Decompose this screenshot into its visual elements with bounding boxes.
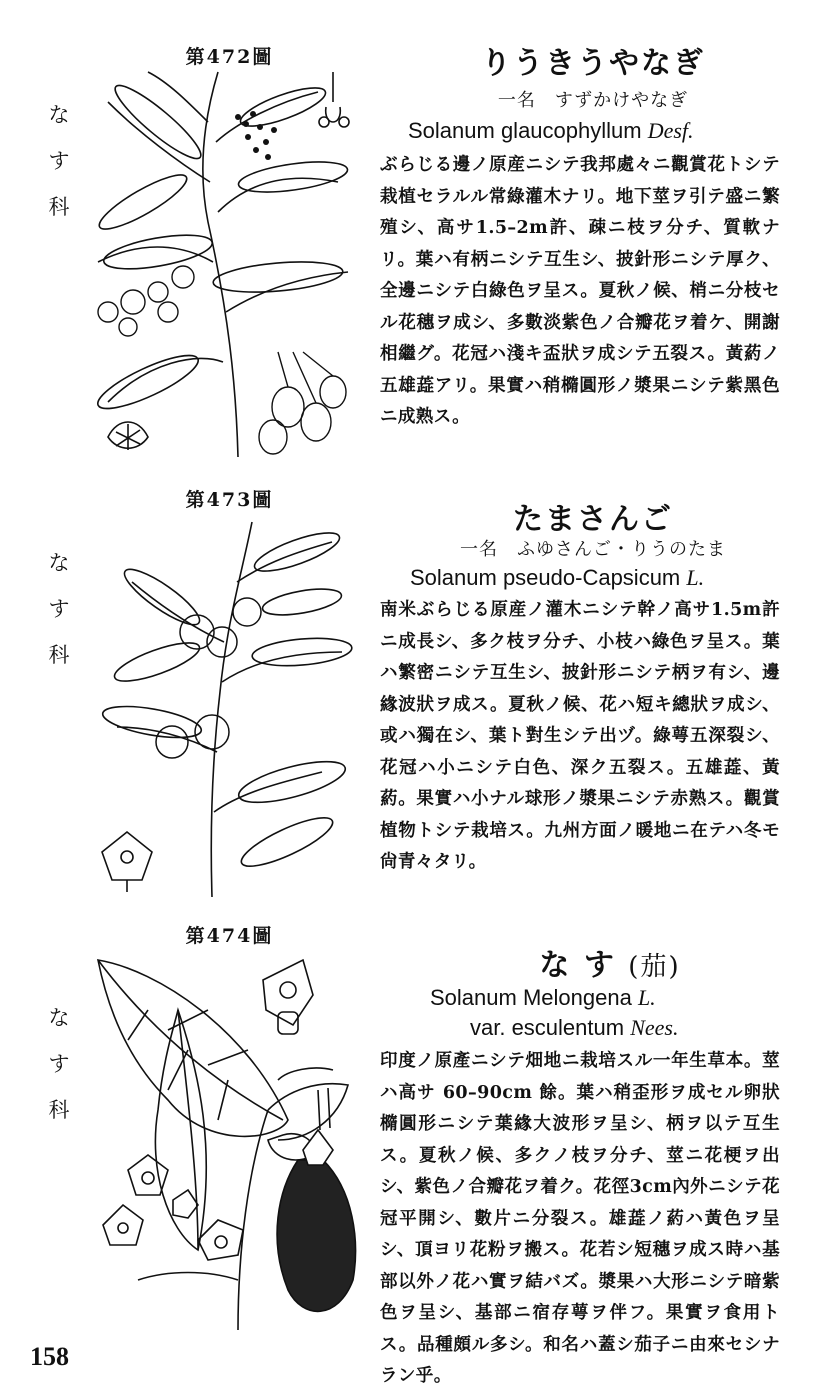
entry-title: りうきうやなぎ (481, 46, 705, 81)
figure-label: 第473圖 (185, 489, 274, 511)
family-label: な す 科 (48, 551, 70, 667)
title-kanji: (茄) (628, 952, 681, 982)
entry-description: ぶらじる邊ノ原産ニシテ我邦處々ニ觀賞花トシテ栽植セラルル常綠灌木ナリ。地下莖ヲ引テ盛ニ繁殖シ、高サ1.5–2m許、疎ニ枝ヲ分チ、質軟ナリ。葉ハ有柄ニシテ互生シ、披針形ニシテ厚ク、全邊ニシテ白綠色ヲ呈ス。夏秋ノ候、梢ニ分枝セル花穗ヲ成シ、多數淡紫色ノ合瓣花ヲ着ケ、開謝相繼グ。花冠ハ淺キ盃狀ヲ成シテ五裂ス。黃葯ノ五雄蕋アリ。果實ハ稍橢圓形ノ漿果ニシテ紫黑色ニ成熟ス。 (380, 155, 780, 427)
entry-description: 南米ぶらじる原産ノ灌木ニシテ幹ノ高サ1.5m許ニ成長シ、多ク枝ヲ分チ、小枝ハ綠色ヲ呈ス。葉ハ繁密ニシテ互生シ、披針形ニシテ柄ヲ有シ、邊緣波狀ヲ成ス。夏秋ノ候、花ハ短キ總狀ヲ成シ、或ハ獨在シ、葉ト對生シテ出ヅ。綠萼五深裂シ、花冠ハ小ニシテ白色、深ク五裂ス。五雄蕋、黃葯。果實ハ小ナル球形ノ漿果ニシテ赤熟ス。觀賞植物トシテ栽培ス。九州方面ノ暖地ニ在テハ冬モ尙青々タリ。 (380, 600, 780, 872)
scientific-variety: var. esculentum Nees. (470, 1015, 679, 1040)
scientific-name: Solanum Melongena L. (430, 985, 656, 1010)
entry-title: な す (茄) (539, 948, 681, 983)
scientific-author: L. (686, 565, 705, 590)
alternate-name: 一名 すずかけやなぎ (497, 90, 689, 111)
family-label: な す 科 (48, 1006, 70, 1122)
plant-illustration (88, 62, 358, 462)
figure-label: 第474圖 (185, 925, 274, 947)
scientific-name: Solanum pseudo-Capsicum L. (410, 565, 705, 590)
scientific-name: Solanum glaucophyllum Desf. (408, 118, 694, 143)
page-number: 158 (30, 1342, 69, 1371)
plant-illustration (92, 512, 362, 897)
scientific-author: L. (637, 985, 656, 1010)
family-label: な す 科 (48, 103, 70, 219)
entry-title: たまさんご (513, 502, 673, 537)
plant-illustration (88, 950, 360, 1330)
figure-label: 第472圖 (185, 46, 274, 68)
scientific-author: Desf. (647, 118, 694, 143)
alternate-name: 一名 ふゆさんご・りうのたま (460, 539, 726, 560)
entry-description: 印度ノ原產ニシテ畑地ニ栽培スル一年生草本。莖ハ高サ 60–90cm 餘。葉ハ稍歪形ヲ成セル卵狀橢圓形ニシテ葉緣大波形ヲ呈シ、柄ヲ以テ互生ス。夏秋ノ候、多クノ枝ヲ分チ、莖ニ花梗ヲ出シ、紫色ノ合瓣花ヲ着ク。花徑3cm內外ニシテ花冠平開シ、數片ニ分裂ス。雄蕋ノ葯ハ黃色ヲ呈シ、頂ヨリ花粉ヲ搬ス。花若シ短穗ヲ成ス時ハ基部以外ノ花ハ實ヲ結バズ。漿果ハ大形ニシテ暗紫色ヲ呈シ、基部ニ宿存萼ヲ伴フ。果實ヲ食用トス。品種頗ル多シ。和名ハ蓋シ茄子ニ由來セシナラン乎。 (380, 1051, 780, 1386)
variety-author: Nees. (630, 1015, 679, 1040)
